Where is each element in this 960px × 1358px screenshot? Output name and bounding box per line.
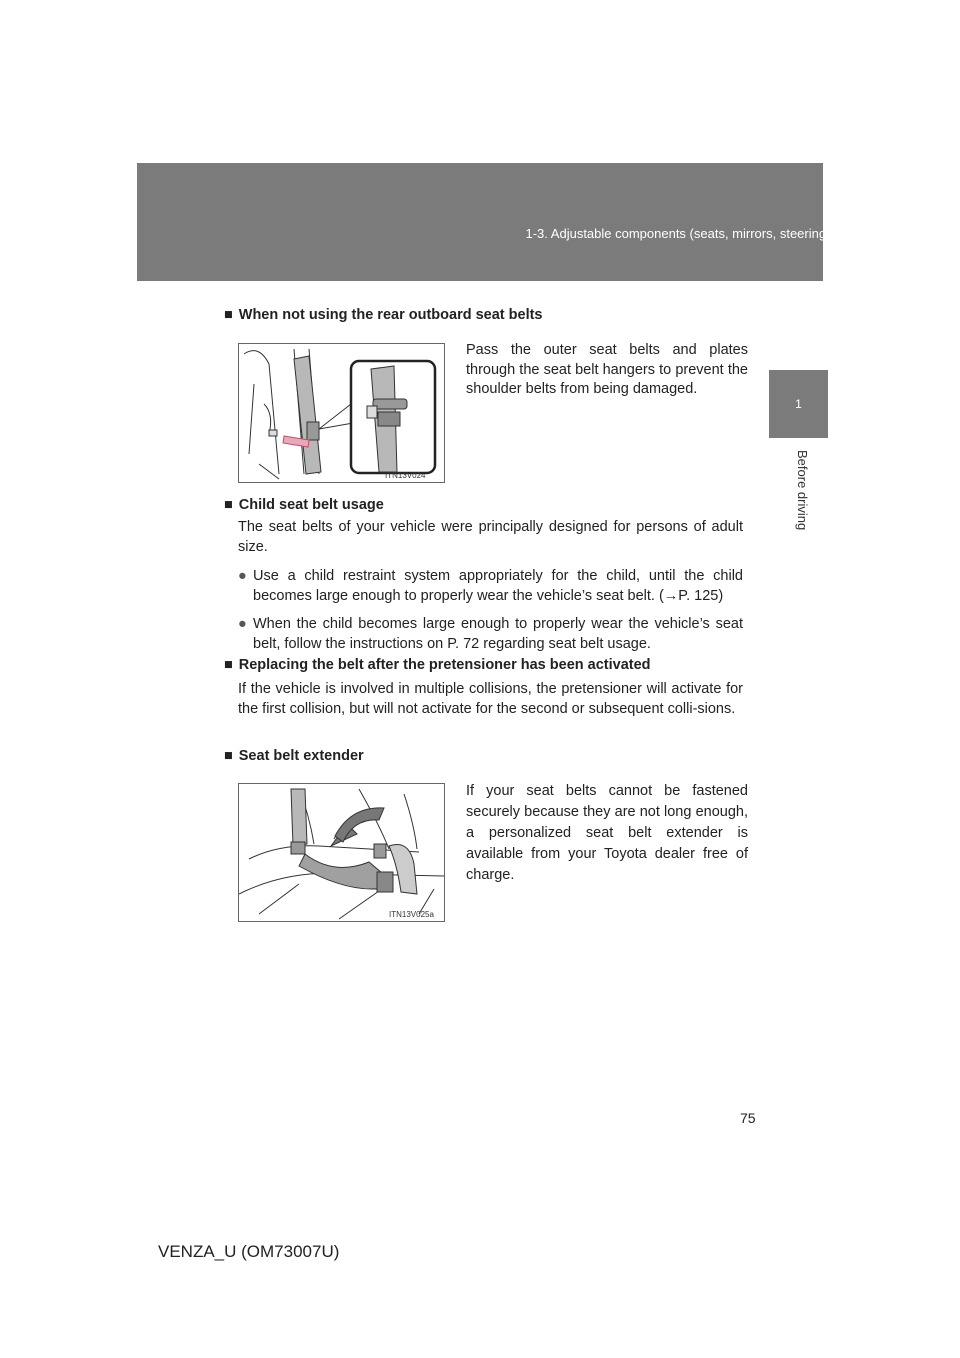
heading-pretensioner — [224, 657, 651, 673]
heading-child-seat-belt — [224, 497, 384, 513]
bullet-text: When the child becomes large enough to properly wear the vehicle’s seat belt, follow the instructions on P. 72 regarding seat belt usage. — [253, 616, 743, 652]
heading-text: Child seat belt usage — [238, 497, 384, 513]
square-bullet: ■ — [224, 497, 233, 513]
heading-text: Seat belt extender — [238, 748, 364, 764]
child-bullet-2 — [238, 615, 743, 654]
figure-code: ITN13V025a — [389, 910, 434, 919]
chapter-tab — [769, 370, 828, 438]
child-intro-text: The seat belts of your vehicle were principally designed for persons of adult size. — [238, 519, 743, 555]
dot-bullet: ● — [238, 616, 247, 632]
page-number: 75 — [740, 1110, 756, 1126]
heading-rear-outboard — [224, 307, 543, 323]
square-bullet: ■ — [224, 657, 233, 673]
seat-belt-extender-illustration — [239, 784, 444, 921]
chapter-label: Before driving — [795, 450, 810, 531]
chapter-number: 1 — [795, 397, 802, 411]
rear-outboard-text: Pass the outer seat belts and plates through the seat belt hangers to prevent the shoulder belts from being damaged. — [466, 342, 748, 397]
heading-seat-belt-extender — [224, 748, 364, 764]
square-bullet: ■ — [224, 307, 233, 323]
figure-seat-belt-hanger — [238, 343, 445, 483]
square-bullet: ■ — [224, 748, 233, 764]
pretensioner-text: If the vehicle is involved in multiple collisions, the pretensioner will activate for the first collision, but will not activate for the second or subsequent colli-sions. — [238, 681, 743, 717]
extender-text: If your seat belts cannot be fastened securely because they are not long enough, a personalized seat belt extender is available from your Toyota dealer free of charge. — [466, 783, 748, 883]
bullet-text: Use a child restraint system appropriately for the child, until the child becomes large enough to properly wear the vehicle’s seat belt. (→P. 125) — [253, 568, 743, 604]
figure-seat-belt-extender — [238, 783, 445, 922]
seat-belt-hanger-illustration — [239, 344, 444, 482]
heading-text: Replacing the belt after the pretensioner has been activated — [238, 657, 651, 673]
child-bullet-1 — [238, 567, 743, 606]
heading-text: When not using the rear outboard seat belts — [238, 307, 543, 323]
dot-bullet: ● — [238, 568, 247, 584]
header-title: 1-3. Adjustable components (seats, mirrors, steering wheel) — [525, 226, 868, 241]
header-band — [137, 163, 823, 281]
footer-code: VENZA_U (OM73007U) — [158, 1242, 340, 1261]
figure-code: ITN13V024 — [385, 471, 426, 480]
